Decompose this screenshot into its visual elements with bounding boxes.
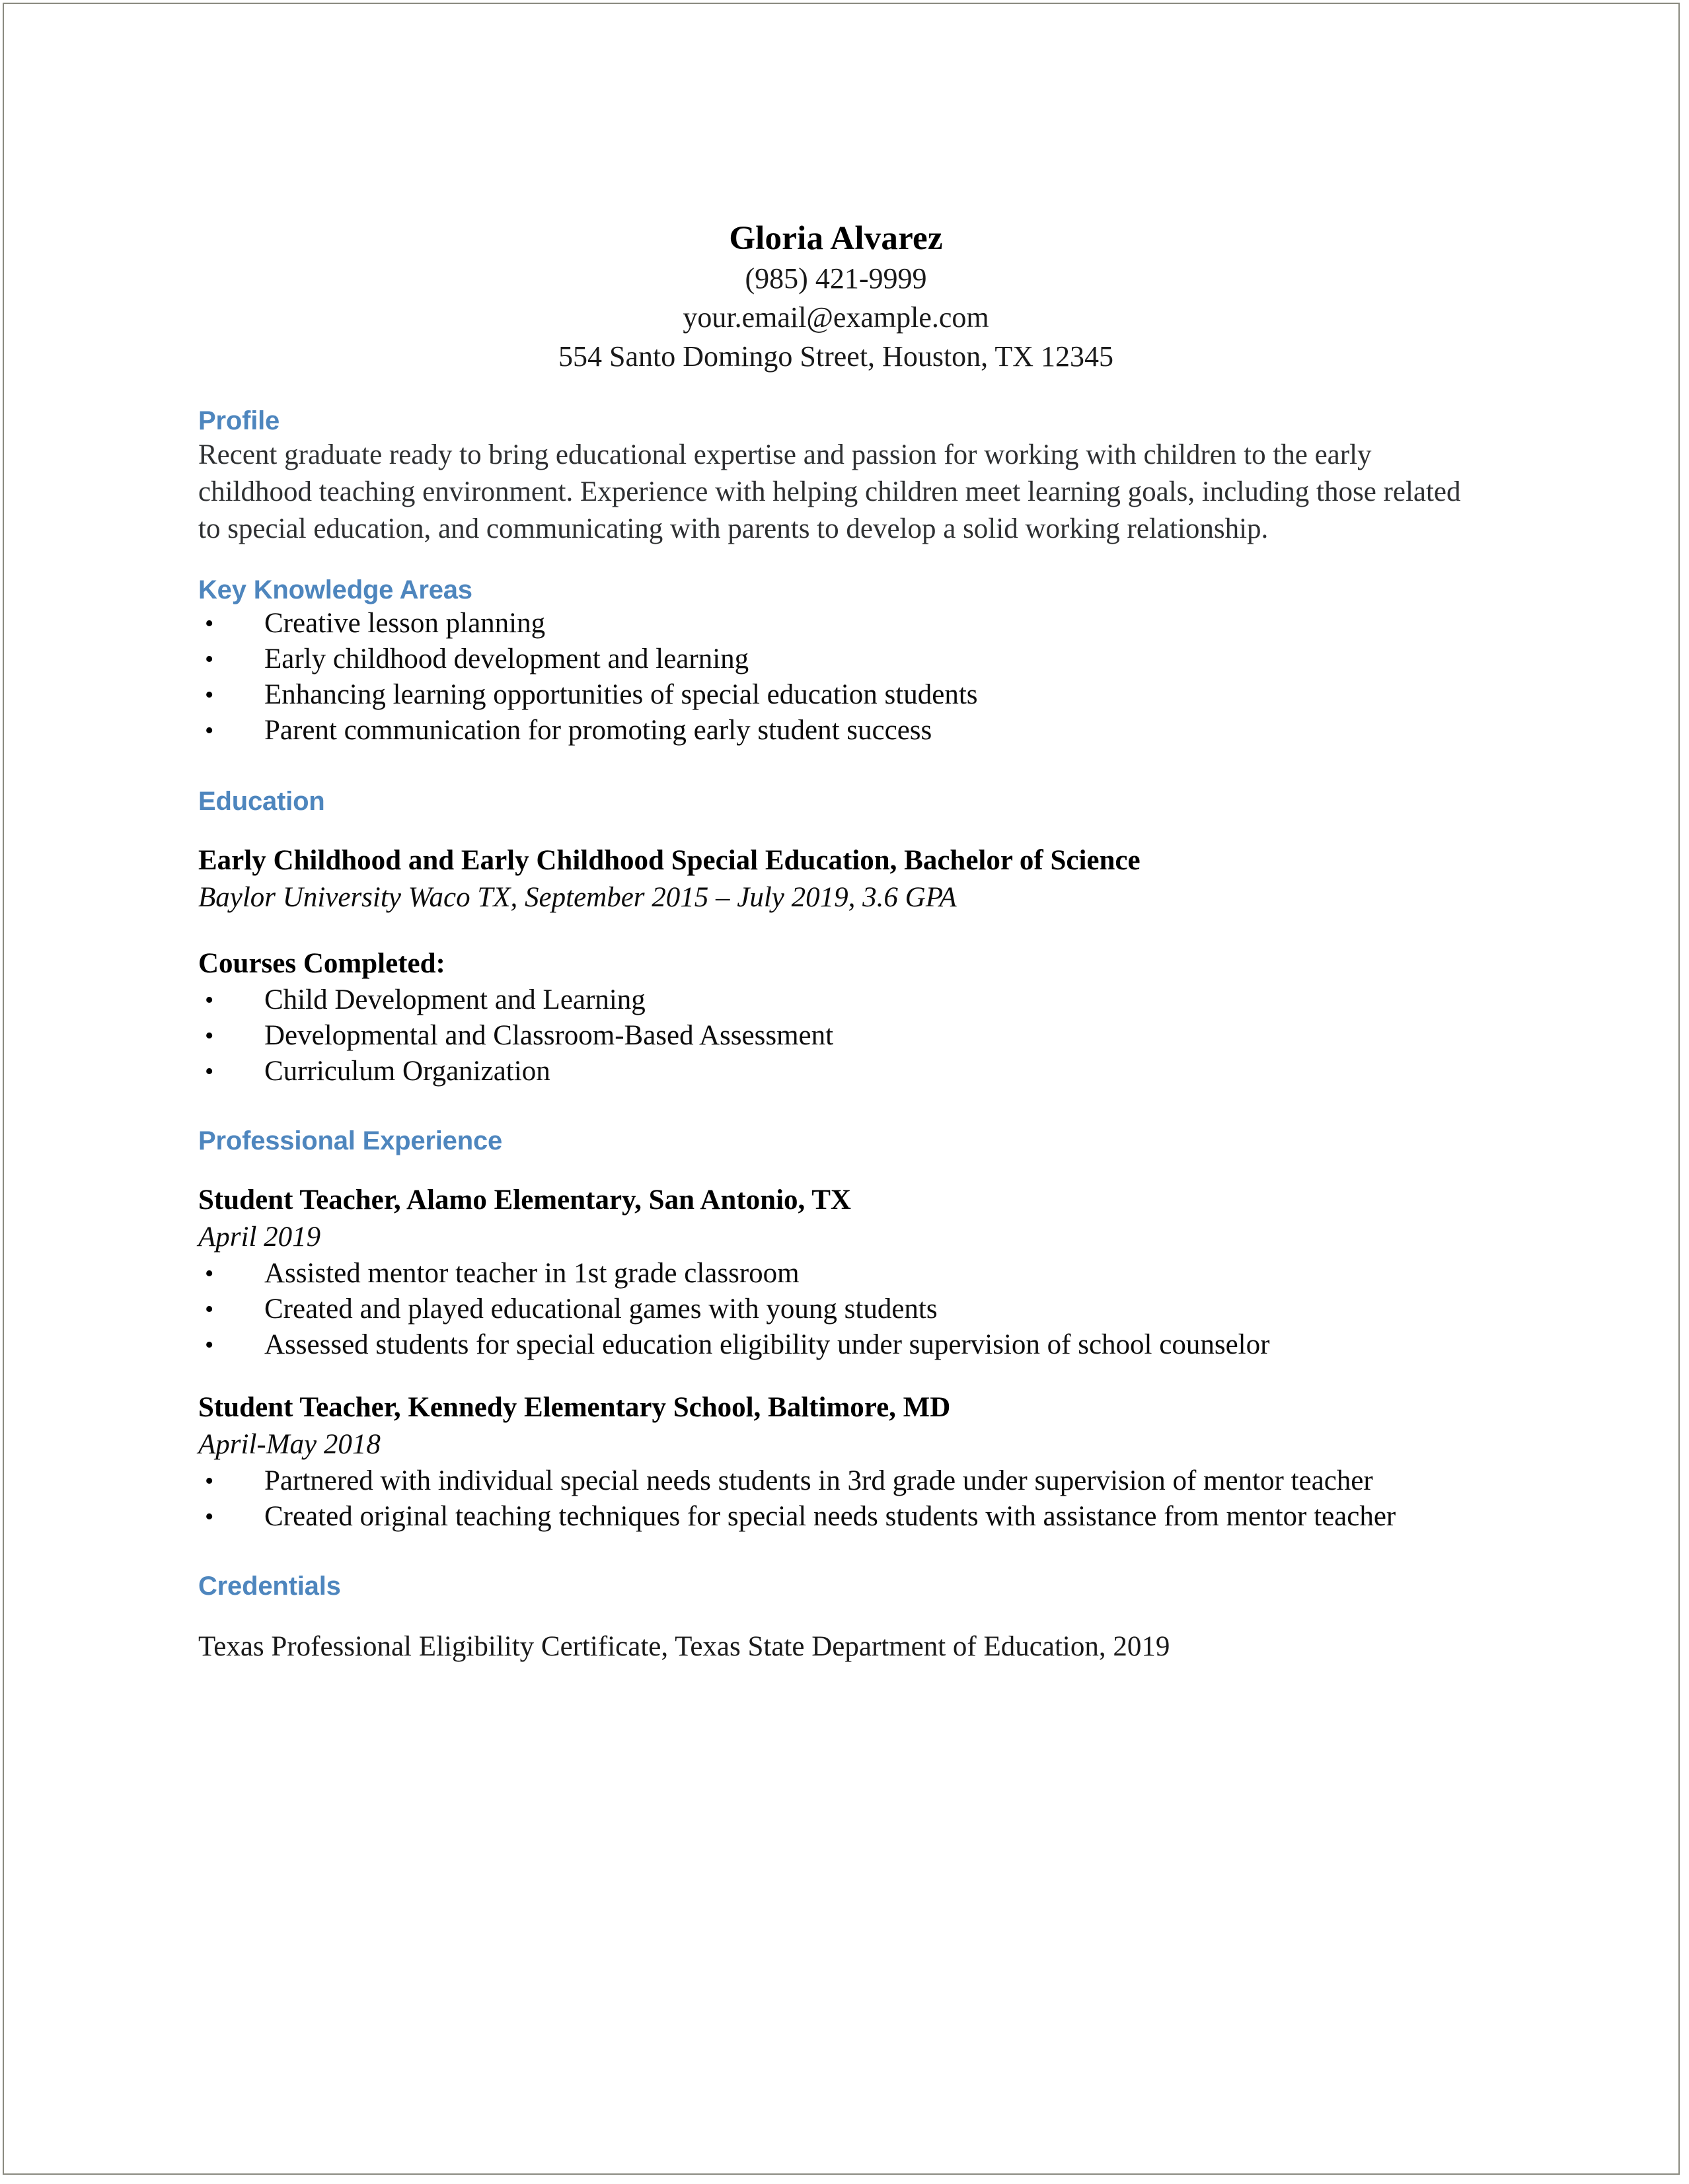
list-item: • Early childhood development and learning — [198, 641, 1474, 677]
section-heading-professional-experience: Professional Experience — [198, 1126, 503, 1155]
courses-list — [198, 982, 1474, 1089]
profile-text: Recent graduate ready to bring educational expertise and passion for working with children to the early childhood teaching environment. Experience with helping children meet learning goals, including those related to special education, and communicating with parents to develop a solid working relationship. — [198, 439, 1461, 544]
list-item: • Curriculum Organization — [198, 1054, 1474, 1089]
courses-completed-label: Courses Completed: — [198, 948, 445, 979]
job-title: Student Teacher, Kennedy Elementary School, Baltimore, MD — [198, 1392, 951, 1423]
list-item: • Child Development and Learning — [198, 982, 1474, 1018]
candidate-address: 554 Santo Domingo Street, Houston, TX 12345 — [558, 340, 1114, 373]
education-degree: Early Childhood and Early Childhood Special Education, Bachelor of Science — [198, 845, 1141, 876]
resume-header — [198, 0, 1474, 376]
section-heading-education: Education — [198, 787, 325, 816]
job-bullet-list — [198, 1463, 1474, 1535]
list-item: • Creative lesson planning — [198, 606, 1474, 641]
candidate-phone: (985) 421-9999 — [745, 262, 927, 295]
job-bullet-list — [198, 1256, 1474, 1363]
list-item: • Enhancing learning opportunities of special education students — [198, 677, 1474, 713]
resume-content — [198, 0, 1474, 1665]
list-item: • Developmental and Classroom-Based Assessment — [198, 1018, 1474, 1054]
experience-entry — [198, 1182, 1474, 1363]
credentials-text: Texas Professional Eligibility Certificate, Texas State Department of Education, 2019 — [198, 1631, 1170, 1662]
job-dates: April-May 2018 — [198, 1429, 381, 1460]
section-heading-key-knowledge-areas: Key Knowledge Areas — [198, 575, 472, 604]
candidate-name: Gloria Alvarez — [729, 220, 943, 257]
list-item: • Assessed students for special education eligibility under supervision of school counselor — [198, 1327, 1474, 1363]
list-item: • Created original teaching techniques for special needs students with assistance from mentor teacher — [198, 1499, 1474, 1535]
list-item: • Created and played educational games with young students — [198, 1292, 1474, 1327]
list-item: • Assisted mentor teacher in 1st grade classroom — [198, 1256, 1474, 1292]
education-institution: Baylor University Waco TX, September 2015 – July 2019, 3.6 GPA — [198, 882, 957, 913]
job-title: Student Teacher, Alamo Elementary, San Antonio, TX — [198, 1184, 851, 1216]
section-heading-credentials: Credentials — [198, 1572, 341, 1601]
job-dates: April 2019 — [198, 1221, 321, 1253]
section-heading-profile: Profile — [198, 406, 280, 435]
list-item: • Partnered with individual special needs students in 3rd grade under supervision of mentor teacher — [198, 1463, 1474, 1499]
experience-entry — [198, 1389, 1474, 1535]
key-knowledge-list — [198, 606, 1474, 748]
list-item: • Parent communication for promoting early student success — [198, 713, 1474, 748]
candidate-email: your.email@example.com — [683, 301, 989, 334]
